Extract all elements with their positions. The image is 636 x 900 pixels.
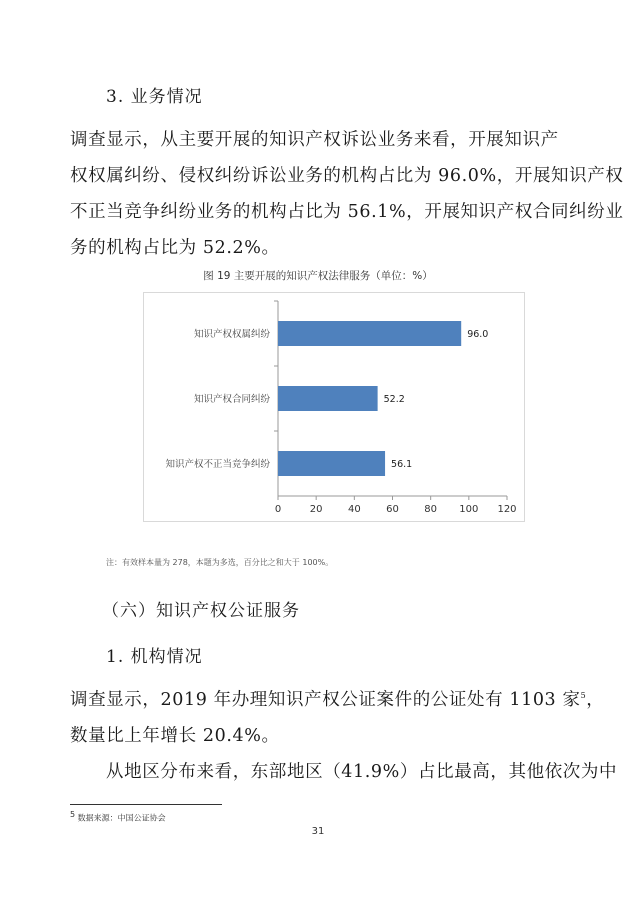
- paragraph-line: 数量比上年增长 20.4%。: [70, 726, 280, 746]
- x-tick-label: 80: [424, 504, 438, 515]
- x-tick-label: 20: [309, 504, 323, 515]
- bar: [278, 321, 461, 346]
- category-label: 知识产权不正当竞争纠纷: [165, 459, 270, 470]
- data-label: 52.2: [383, 394, 405, 405]
- paragraph-line: 从地区分布来看，东部地区（41.9%）占比最高，其他依次为中: [106, 762, 618, 782]
- chart-note: 注：有效样本量为 278，本题为多选，百分比之和大于 100%。: [106, 558, 334, 567]
- category-label: 知识产权权属纠纷: [193, 329, 270, 340]
- footnote-divider: [70, 804, 222, 805]
- footnote-text: 数据来源：中国公证协会: [77, 813, 166, 823]
- footnote-mark: 5: [70, 810, 76, 819]
- paragraph-text: ，: [586, 690, 605, 710]
- x-tick-label: 0: [274, 504, 282, 515]
- footnote: [70, 810, 166, 824]
- chart-title: 图 19 主要开展的知识产权法律服务（单位：%）: [203, 270, 433, 282]
- x-tick-label: 100: [459, 504, 479, 515]
- paragraph-line: 不正当竞争纠纷业务的机构占比为 56.1%，开展知识产权合同纠纷业: [70, 202, 624, 222]
- paragraph-line: 务的机构占比为 52.2%。: [70, 238, 280, 258]
- bar: [278, 451, 385, 476]
- section-heading: 3. 业务情况: [106, 87, 203, 107]
- x-tick-label: 40: [347, 504, 361, 515]
- paragraph-text: 调查显示，2019 年办理知识产权公证案件的公证处有 1103 家: [70, 690, 581, 710]
- data-label: 96.0: [467, 329, 489, 340]
- bar-chart: [144, 293, 524, 521]
- x-tick-label: 60: [386, 504, 399, 515]
- footnote-ref[interactable]: 5: [580, 691, 587, 701]
- sub-heading: 1. 机构情况: [106, 647, 203, 667]
- paragraph-line: 权权属纠纷、侵权纠纷诉讼业务的机构占比为 96.0%，开展知识产权: [70, 166, 624, 186]
- data-label: 56.1: [391, 459, 413, 470]
- paragraph-line: [70, 686, 604, 711]
- x-tick-label: 120: [497, 504, 517, 515]
- paragraph-line: 调查显示，从主要开展的知识产权诉讼业务来看，开展知识产: [70, 130, 559, 150]
- category-label: 知识产权合同纠纷: [193, 394, 270, 405]
- page-number: 31: [311, 826, 325, 837]
- section-heading: （六）知识产权公证服务: [102, 601, 300, 621]
- chart-frame: [143, 292, 525, 522]
- bar: [278, 386, 378, 411]
